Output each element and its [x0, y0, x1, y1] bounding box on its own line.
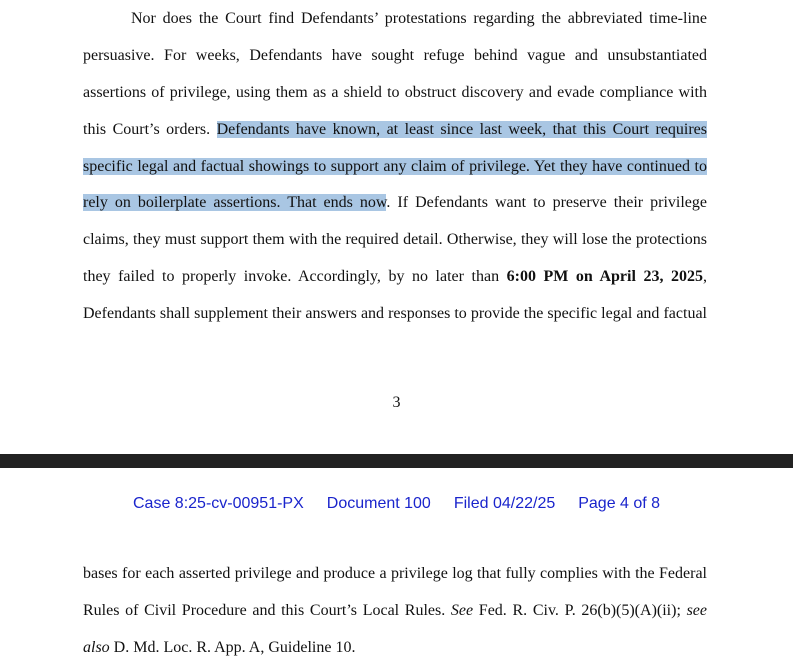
paragraph-line-6	[83, 193, 707, 213]
text-segment: Fed. R. Civ. P. 26(b)(5)(A)(ii);	[473, 602, 687, 619]
text-segment: . If Defendants want to preserve their privilege	[386, 194, 708, 211]
citation-signal: also	[83, 639, 110, 656]
filed-date: Filed 04/22/25	[453, 495, 556, 512]
paragraph-line-2	[83, 601, 707, 621]
paragraph-line-1: bases for each asserted privilege and produce a privilege log that fully complies with the Federal	[83, 565, 707, 582]
deadline-bold: 6:00 PM on April 23, 2025	[506, 268, 704, 285]
paragraph-line-2: persuasive. For weeks, Defendants have sought refuge behind vague and unsubstantiated	[83, 47, 707, 64]
paragraph-line-8	[83, 267, 707, 287]
text-segment: Rules of Civil Procedure and this Court’s Local Rules.	[83, 602, 451, 619]
text-segment: they failed to properly invoke. Accordingly, by no later than	[83, 268, 507, 285]
paragraph-line-9: Defendants shall supplement their answers and responses to provide the specific legal and factual	[83, 305, 707, 322]
citation-signal: see	[686, 602, 708, 619]
highlighted-text[interactable]: rely on boilerplate assertions. That ends now	[83, 194, 387, 211]
paragraph-line-7: claims, they must support them with the required detail. Otherwise, they will lose the protections	[83, 231, 707, 248]
case-header	[133, 494, 683, 514]
text-segment: D. Md. Loc. R. App. A, Guideline 10.	[109, 639, 356, 656]
paragraph-line-3: assertions of privilege, using them as a shield to obstruct discovery and evade compliance with	[83, 84, 707, 101]
citation-signal: See	[450, 602, 474, 619]
case-number: Case 8:25-cv-00951-PX	[133, 495, 304, 512]
highlighted-text[interactable]: specific legal and factual showings to support any claim of privilege. Yet they have continued to	[83, 158, 707, 175]
paragraph-line-1: Nor does the Court find Defendants’ protestations regarding the abbreviated time-line	[131, 10, 707, 27]
text-segment: ,	[703, 268, 708, 285]
paragraph-line-3	[83, 638, 355, 658]
page-indicator: Page 4 of 8	[578, 495, 661, 512]
paragraph-line-4	[83, 120, 707, 140]
paragraph-line-5	[83, 157, 707, 177]
page-number: 3	[392, 394, 401, 411]
document-number: Document 100	[326, 495, 431, 512]
text-segment: this Court’s orders.	[83, 121, 217, 138]
page-separator	[0, 454, 793, 468]
highlighted-text[interactable]: Defendants have known, at least since last week, that this Court requires	[216, 121, 708, 138]
